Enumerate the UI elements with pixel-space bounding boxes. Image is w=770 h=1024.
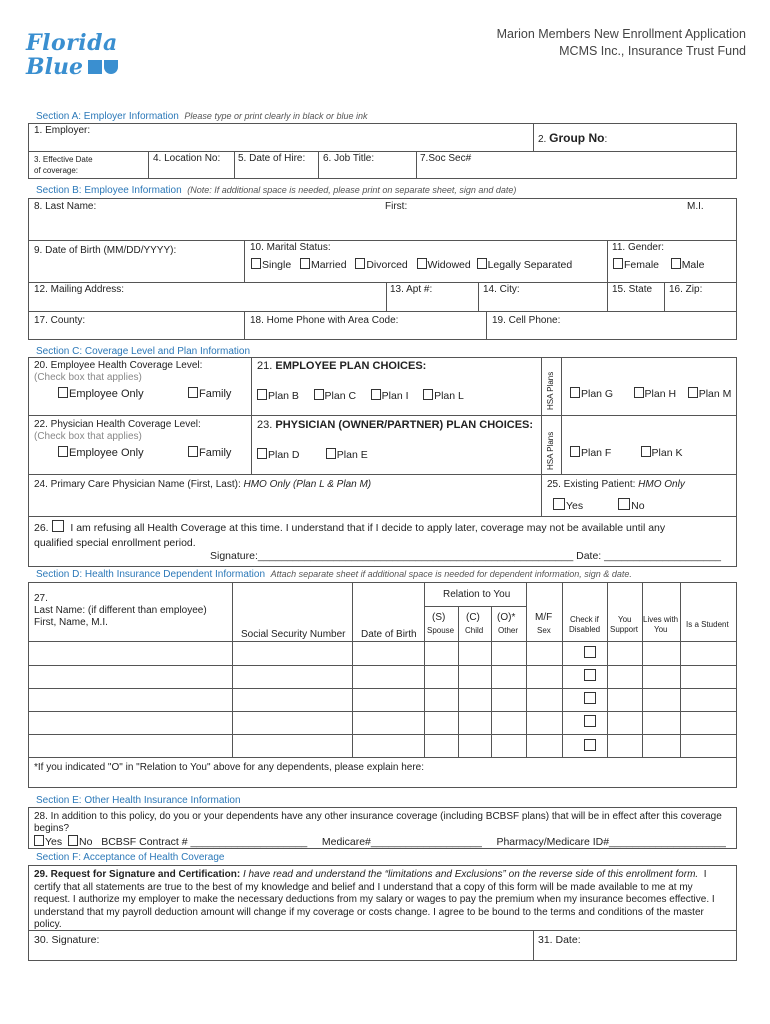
florida-blue-logo (24, 30, 134, 82)
effective-date-label2: of coverage: (34, 166, 79, 175)
employee-plan-prefix: 21. (257, 360, 273, 372)
mf-header: M/F (535, 612, 553, 623)
section-c-title: Section C: Coverage Level and Plan Information (36, 346, 251, 357)
bcbsf-contract-field[interactable]: BCBSF Contract # ____________________ (101, 836, 308, 848)
physician-plan-options (257, 448, 368, 461)
relation-child-label: Child (465, 626, 484, 635)
cross-icon (88, 60, 102, 74)
dob-header: Date of Birth (361, 629, 417, 640)
physician-plan-prefix: 23. (257, 419, 273, 431)
section-f-title: Section F: Acceptance of Health Coverage (36, 852, 225, 863)
state-label[interactable]: 15. State (612, 284, 653, 295)
section-d-heading (36, 569, 632, 580)
checkbox[interactable] (68, 835, 78, 846)
checkbox[interactable] (34, 835, 44, 846)
location-label[interactable]: 4. Location No: (153, 153, 221, 164)
certification-line4: understand that my payroll deduction amount will change if my coverage or costs change. I agree to be bound to the terms and conditions of the master (34, 906, 704, 918)
check-if-header: Check if (570, 615, 599, 624)
hsa-plans-label-2: HSA Plans (546, 431, 555, 470)
section-d-note: Attach separate sheet if additional space is needed for dependent information, sign & date. (270, 569, 632, 579)
section-d-title: Section D: Health Insurance Dependent Information (36, 569, 266, 580)
physician-plan-title: PHYSICIAN (OWNER/PARTNER) PLAN CHOICES: (275, 419, 534, 431)
family-option[interactable]: Family (188, 387, 231, 400)
cell-phone-label[interactable]: 19. Cell Phone: (492, 315, 561, 326)
section-b-title: Section B: Employee Information (36, 185, 182, 196)
zip-label[interactable]: 16. Zip: (669, 284, 703, 295)
checkbox[interactable] (477, 258, 487, 269)
plan-d-option[interactable]: Plan D (257, 449, 300, 461)
q28-no-option[interactable]: No (68, 836, 92, 848)
dependent-last-name-header: Last Name: (if different than employee) (34, 605, 207, 616)
apt-label[interactable]: 13. Apt #: (390, 284, 433, 295)
checkbox[interactable] (300, 258, 310, 269)
employee-plan-title: EMPLOYEE PLAN CHOICES: (275, 360, 427, 372)
checkbox[interactable] (58, 446, 68, 457)
section-a-title: Section A: Employer Information (36, 111, 179, 122)
physician-employee-only-option[interactable]: Employee Only (58, 446, 144, 459)
explain-other-label[interactable]: *If you indicated "O" in "Relation to You" above for any dependents, please explain here: (34, 762, 425, 773)
q28-answers (34, 835, 726, 848)
check-box-note: (Check box that applies) (34, 372, 142, 383)
disabled-checkbox-row1[interactable] (584, 646, 596, 658)
refuse-coverage-line2: qualified special enrollment period. (34, 537, 196, 549)
checkbox[interactable] (188, 446, 198, 457)
gender-options (613, 258, 704, 271)
relation-spouse-code: (S) (432, 612, 446, 623)
support-header: Support (610, 625, 639, 634)
physician-family-option[interactable]: Family (188, 446, 231, 459)
soc-sec-label[interactable]: 7.Soc Sec# (420, 153, 472, 164)
you-header: You (618, 615, 632, 624)
section-b-heading (36, 185, 516, 196)
hsa-plan-options-1 (570, 387, 731, 400)
employee-only-option[interactable]: Employee Only (58, 387, 144, 400)
checkbox[interactable] (251, 258, 261, 269)
gender-female-option[interactable]: Female (613, 259, 659, 271)
checkbox[interactable] (688, 387, 698, 398)
group-no-field[interactable] (538, 131, 607, 145)
form-title-line2: MCMS Inc., Insurance Trust Fund (559, 44, 746, 58)
plan-g-option[interactable]: Plan G (570, 388, 613, 400)
gender-label: 11. Gender: (612, 242, 665, 253)
plan-m-option[interactable]: Plan M (688, 388, 732, 400)
marital-divorced-option[interactable]: Divorced (355, 259, 407, 271)
mailing-address-label[interactable]: 12. Mailing Address: (34, 284, 125, 295)
certification-line3: request. I authorize my employer to make the necessary deductions from my salary or wages to pay the premium when my insurance becomes effective. I (34, 894, 715, 906)
plan-l-option[interactable]: Plan L (423, 390, 464, 402)
existing-yes-option[interactable]: Yes (553, 500, 583, 512)
checkbox[interactable] (417, 258, 427, 269)
existing-patient-label: 25. Existing Patient: HMO Only (547, 479, 685, 490)
marital-status-label: 10. Marital Status: (250, 242, 331, 253)
relation-other-code: (O)* (497, 612, 516, 623)
mi-label[interactable]: M.I. (687, 201, 704, 212)
refuse-coverage-line: 26. I am refusing all Health Coverage at this time. I understand that if I decide to apply later, coverage may not be available until any (34, 522, 666, 534)
group-no-label: Group No (549, 131, 605, 145)
marital-options (251, 258, 572, 271)
form-title-line1: Marion Members New Enrollment Application (496, 27, 746, 41)
checkbox[interactable] (671, 258, 681, 269)
date-hire-label[interactable]: 5. Date of Hire: (238, 153, 306, 164)
relation-spouse-label: Spouse (427, 626, 455, 635)
section-b-note: (Note: If additional space is needed, please print on separate sheet, sign and date) (187, 185, 517, 195)
checkbox[interactable] (326, 448, 336, 459)
checkbox[interactable] (188, 387, 198, 398)
county-label[interactable]: 17. County: (34, 315, 86, 326)
logo-text-line1: Florida (26, 30, 118, 56)
checkbox[interactable] (570, 446, 580, 457)
plan-f-option[interactable]: Plan F (570, 447, 611, 459)
job-title-label[interactable]: 6. Job Title: (323, 153, 375, 164)
employer-label[interactable]: 1. Employer: (34, 125, 91, 136)
pcp-label[interactable]: 24. Primary Care Physician Name (First, Last): HMO Only (Plan L & Plan M) (34, 479, 372, 490)
section-a-heading (36, 111, 368, 122)
physician-plan-choices-heading (257, 419, 533, 431)
relation-header: Relation to You (443, 589, 511, 600)
q28-line1: 28. In addition to this policy, do you or your dependents have any other insurance coverage (including BCBSF plans) that will be in effect after this coverage (34, 811, 722, 822)
section-e-title: Section E: Other Health Insurance Information (36, 795, 241, 806)
logo-text-line2: Blue (26, 54, 83, 80)
checkbox[interactable] (355, 258, 365, 269)
existing-patient-options (553, 498, 645, 512)
checkbox[interactable] (553, 498, 565, 510)
refuse-signature-line[interactable]: Signature:______________________________________________________ Date: ____________________ (210, 550, 721, 562)
medicare-field[interactable]: Medicare#___________________ (321, 836, 482, 848)
disabled-checkbox-row2[interactable] (584, 669, 596, 681)
checkbox[interactable] (641, 446, 651, 457)
checkbox[interactable] (613, 258, 623, 269)
date-label[interactable]: 31. Date: (538, 934, 581, 946)
plan-h-option[interactable]: Plan H (634, 388, 677, 400)
plan-e-option[interactable]: Plan E (326, 449, 368, 461)
you2-header: You (654, 625, 668, 634)
q28-yes-option[interactable]: Yes (34, 836, 62, 848)
signature-label[interactable]: 30. Signature: (34, 934, 100, 946)
student-header: Is a Student (686, 620, 729, 629)
plan-k-option[interactable]: Plan K (641, 447, 683, 459)
lives-with-header: Lives with (643, 615, 679, 624)
relation-other-label: Other (498, 626, 519, 635)
refuse-coverage-checkbox[interactable] (52, 520, 64, 532)
certification-line5: policy. (34, 919, 62, 931)
physician-coverage-label: 22. Physician Health Coverage Level: (34, 419, 201, 430)
home-phone-label[interactable]: 18. Home Phone with Area Code: (250, 315, 399, 326)
hsa-plans-label: HSA Plans (546, 371, 555, 410)
checkbox[interactable] (257, 389, 267, 400)
gender-male-option[interactable]: Male (671, 259, 705, 271)
plan-i-option[interactable]: Plan I (371, 390, 409, 402)
plan-c-option[interactable]: Plan C (314, 390, 357, 402)
checkbox[interactable] (634, 387, 644, 398)
disabled-checkbox-row4[interactable] (584, 715, 596, 727)
plan-b-option[interactable]: Plan B (257, 390, 299, 402)
certification-line2: certify that all statements are true to the best of my knowledge and belief and I understand that a copy of this form will be made available to me at my (34, 881, 693, 893)
disabled-header: Disabled (569, 625, 601, 634)
check-box-note-2: (Check box that applies) (34, 431, 142, 442)
first-name-label[interactable]: First: (385, 201, 408, 212)
ssn-header: Social Security Number (241, 629, 346, 640)
checkbox[interactable] (570, 387, 580, 398)
employee-plan-choices-heading (257, 360, 426, 372)
checkbox[interactable] (58, 387, 68, 398)
certification-italic: I have read and understand the “limitations and Exclusions” on the reverse side of this enrollment form. (242, 869, 699, 880)
dependent-num: 27. (34, 593, 48, 604)
marital-separated-option[interactable]: Legally Separated (477, 259, 573, 271)
section-a-note: Please type or print clearly in black or blue ink (184, 111, 368, 121)
q28-line2: begins? (34, 823, 70, 834)
checkbox[interactable] (618, 498, 630, 510)
dob-label[interactable]: 9. Date of Birth (MM/DD/YYYY): (34, 245, 177, 256)
disabled-checkbox-row5[interactable] (584, 739, 596, 751)
employee-coverage-label: 20. Employee Health Coverage Level: (34, 360, 203, 371)
disabled-checkbox-row3[interactable] (584, 692, 596, 704)
checkbox[interactable] (371, 389, 381, 400)
sex-header: Sex (537, 626, 551, 635)
relation-child-code: (C) (466, 612, 480, 623)
employee-plan-options (257, 389, 464, 402)
form-title (497, 26, 746, 60)
effective-date-label1[interactable]: 3. Effective Date (34, 155, 93, 164)
existing-no-option[interactable]: No (618, 500, 644, 512)
checkbox[interactable] (423, 389, 433, 400)
certification-text: 29. Request for Signature and Certification: I have read and understand the “limitations and Exclusions” on the reverse side of this enrollment form. I certify that all statements are true to the best of my knowledge and belief and I understand that a copy of this form will be made available to me at my request. I authorize my employer to make the necessary deductions from my salary or wages to pay the premium when my insurance becomes effective. I understand that my payroll deduction amount will change if my coverage or costs change. I agree to be bound to the terms and conditions of the master policy. (34, 869, 734, 932)
checkbox[interactable] (257, 448, 267, 459)
marital-single-option[interactable]: Single (251, 259, 291, 271)
certification-heading: 29. Request for Signature and Certification: (34, 869, 241, 880)
city-label[interactable]: 14. City: (483, 284, 520, 295)
checkbox[interactable] (314, 389, 324, 400)
shield-icon (104, 60, 118, 74)
pharmacy-id-field[interactable]: Pharmacy/Medicare ID#____________________ (496, 836, 726, 848)
last-name-label[interactable]: 8. Last Name: (34, 201, 97, 212)
dependent-first-name-header: First, Name, M.I. (34, 617, 108, 628)
group-no-prefix: 2. (538, 134, 547, 145)
hsa-plan-options-2 (570, 446, 682, 459)
marital-widowed-option[interactable]: Widowed (417, 259, 471, 271)
group-no-colon: : (604, 134, 608, 145)
marital-married-option[interactable]: Married (300, 259, 347, 271)
